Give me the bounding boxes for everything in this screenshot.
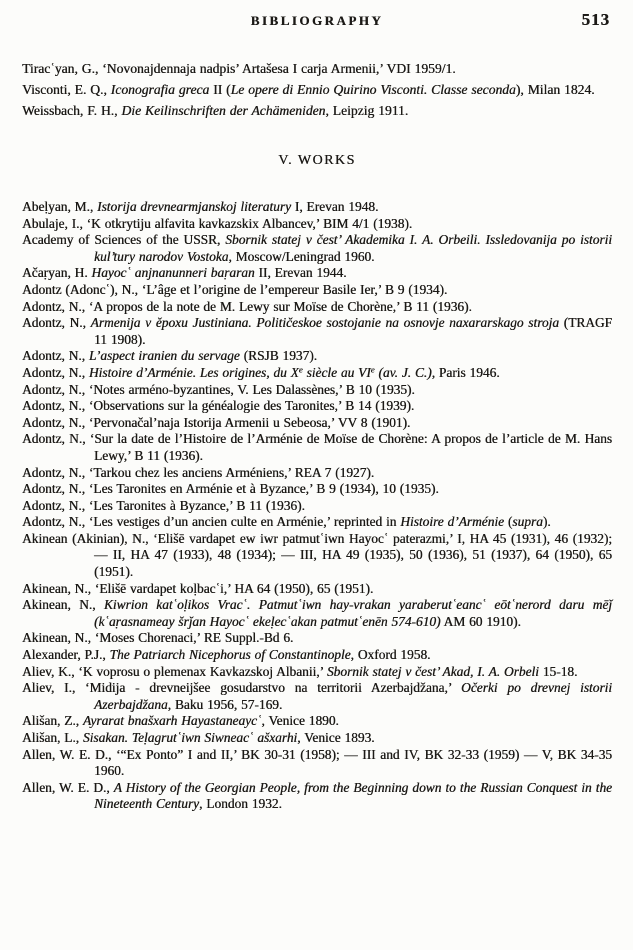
bibliography-entry bbox=[22, 216, 612, 233]
entry-text-segment: Alexander, P.J., bbox=[22, 647, 110, 663]
entry-text-segment: Academy of Sciences of the USSR, bbox=[22, 232, 226, 248]
entry-text-segment: Adontz, N., bbox=[22, 364, 89, 380]
entry-text-segment: Aliev, K., ‘K voprosu o plemenax Kavkazskoj Albanii,’ bbox=[22, 663, 327, 679]
entry-title-segment: e bbox=[298, 364, 303, 375]
entry-text-segment: II ( bbox=[209, 82, 231, 97]
entry-text-segment: II, Erevan 1944. bbox=[254, 265, 347, 281]
entry-text-segment: Adontz, N., ‘Les Taronites en Arménie et à Byzance,’ B 9 (1934), 10 (1935). bbox=[22, 481, 439, 497]
entry-text-segment: , Paris 1946. bbox=[431, 364, 500, 380]
entry-text-segment: (TRAGF 11 1908). bbox=[94, 315, 612, 347]
entry-text-segment: Adontz, N., ‘Observations sur la généalogie des Taronites,’ B 14 (1939). bbox=[22, 398, 415, 414]
entry-text-segment: Adontz, N., ‘A propos de la note de M. Lewy sur Moïse de Chorène,’ B 11 (1936). bbox=[22, 298, 472, 314]
bibliography-entry bbox=[22, 415, 612, 432]
works-entries bbox=[22, 199, 612, 813]
bibliography-entry bbox=[22, 365, 612, 382]
entry-text-segment: Adontz, N., ‘Les vestiges d’un ancien culte en Arménie,’ reprinted in bbox=[22, 514, 401, 530]
bibliography-entry bbox=[22, 100, 612, 121]
bibliography-entry bbox=[22, 597, 612, 630]
bibliography-entry bbox=[22, 299, 612, 316]
bibliography-entry bbox=[22, 199, 612, 216]
bibliography-entry bbox=[22, 514, 612, 531]
entry-text-segment: ( bbox=[503, 514, 513, 530]
entry-text-segment: Akinean, N., ‘Moses Chorenaci,’ RE Suppl.-Bd 6. bbox=[22, 630, 294, 646]
entry-text-segment: ). bbox=[542, 514, 551, 530]
section-title: V. WORKS bbox=[278, 153, 356, 168]
bibliography-entry bbox=[22, 382, 612, 399]
entry-title-segment: Sbornik statej v čest’ Akad, I. A. Orbeli bbox=[326, 663, 539, 679]
entry-text-segment: , Venice 1890. bbox=[261, 713, 339, 729]
entry-title-segment: Istorija drevnearmjanskoj literatury bbox=[97, 199, 291, 214]
entry-text-segment: , Moscow/Leningrad 1960. bbox=[228, 248, 375, 264]
entry-text-segment: AM 60 1910). bbox=[440, 613, 521, 629]
entry-text-segment: Allen, W. E. D., bbox=[22, 779, 114, 795]
entry-text-segment: Adontz, N., ‘Sur la date de l’Histoire de l’Arménie de Moïse de Chorène: A propos de l’article de M. Hans Lewy,’ B 11 (1936). bbox=[22, 431, 612, 463]
bibliography-entry bbox=[22, 58, 612, 79]
entry-text-segment: Aliev, I., ‘Midija - drevneijšee gosudarstvo na territorii Azerbajdžana,’ bbox=[22, 680, 462, 696]
top-entries bbox=[22, 58, 612, 121]
entry-text-segment: , Baku 1956, 57-169. bbox=[167, 696, 283, 712]
entry-title-segment: Histoire d’Arménie bbox=[400, 514, 504, 530]
entry-text-segment: Adontz, N., bbox=[22, 315, 91, 331]
bibliography-entry bbox=[22, 780, 612, 813]
entry-title-segment: Očerki po drevnej istorii Azerbajdžana bbox=[94, 680, 612, 712]
bibliography-entry bbox=[22, 581, 612, 598]
bibliography-entry bbox=[22, 680, 612, 713]
bibliography-entry bbox=[22, 348, 612, 365]
entry-text-segment: Tiracʿyan, G., ‘Novonajdennaja nadpis’ Artašesa I carja Armenii,’ VDI 1959/1. bbox=[22, 61, 456, 76]
entry-text-segment: Akinean, N., bbox=[22, 597, 104, 613]
entry-text-segment: Abeḷyan, M., bbox=[22, 199, 98, 214]
bibliography-entry bbox=[22, 431, 612, 464]
bibliography-entry bbox=[22, 713, 612, 730]
bibliography-entry bbox=[22, 647, 612, 664]
entry-text-segment: Adontz, N., ‘Pervonačal’naja Istorija Armenii u Sebeosa,’ VV 8 (1901). bbox=[22, 414, 411, 430]
entry-title-segment: Histoire d’Arménie. Les origines, du X bbox=[88, 364, 299, 380]
entry-text-segment: ), Milan 1824. bbox=[515, 82, 595, 97]
bibliography-entry bbox=[22, 531, 612, 581]
page-header bbox=[22, 12, 612, 32]
entry-text-segment: Abulaje, I., ‘K otkrytiju alfavita kavkazskix Albancev,’ BIM 4/1 (1938). bbox=[22, 215, 413, 231]
bibliography-entry bbox=[22, 664, 612, 681]
entry-title-segment: Le opere di Ennio Quirino Visconti. Classe seconda bbox=[230, 82, 516, 97]
entry-text-segment: Ačaṛyan, H. bbox=[22, 265, 92, 281]
entry-title-segment: Hayocʿ anjnanunneri baṛaran bbox=[91, 265, 255, 281]
entry-text-segment: Adontz, N., ‘Notes arméno-byzantines, V. Les Dalassènes,’ B 10 (1935). bbox=[22, 381, 415, 397]
entry-title-segment: Ayrarat bnašxarh Hayastaneaycʿ bbox=[82, 713, 262, 729]
entry-text-segment: , Venice 1893. bbox=[297, 730, 375, 745]
bibliography-entry bbox=[22, 282, 612, 299]
running-head-title: BIBLIOGRAPHY bbox=[250, 13, 384, 28]
bibliography-entry bbox=[22, 398, 612, 415]
entry-text-segment: Akinean (Akinian), N., ‘Elišē vardapet ew iwr patmutʿiwn Hayocʿ paterazmi,’ I, HA 45 (1931), 46 (1932); — II, HA 47 (1933), 48 (1934); — III, HA 49 (1935), 50 (1936), 51 (1937), 64 (1950), 65 (1951). bbox=[22, 530, 612, 580]
entry-title-segment: Sisakan. Teḷagrutʿiwn Siwneacʿ ašxarhi bbox=[82, 730, 298, 745]
entry-text-segment: Ališan, L., bbox=[22, 730, 83, 745]
entry-title-segment: Die Keilinschriften der Achämeniden bbox=[121, 103, 326, 118]
bibliography-entry bbox=[22, 79, 612, 100]
entry-title-segment: siècle au VI bbox=[302, 364, 371, 380]
entry-title-segment: Sbornik statej v čest’ Akademika I. A. Orbeili. Issledovanija po istorii kul’tury narodov Vostoka bbox=[94, 232, 612, 264]
entry-text-segment: , Oxford 1958. bbox=[350, 647, 431, 663]
bibliography-entry bbox=[22, 630, 612, 647]
entry-text-segment: Adontz, N., bbox=[22, 348, 89, 364]
entry-text-segment: (RSJB 1937). bbox=[239, 348, 317, 364]
entry-title-segment: supra bbox=[512, 514, 543, 530]
entry-text-segment: Akinean, N., ‘Elišē vardapet koḷbacʿi,’ HA 64 (1950), 65 (1951). bbox=[22, 580, 374, 596]
entry-text-segment: Adontz, N., ‘Tarkou chez les anciens Arméniens,’ REA 7 (1927). bbox=[22, 464, 375, 480]
entry-text-segment: Visconti, E. Q., bbox=[22, 82, 111, 97]
bibliography-entry bbox=[22, 265, 612, 282]
entry-text-segment: , Leipzig 1911. bbox=[325, 103, 409, 118]
bibliography-entry bbox=[22, 747, 612, 780]
entry-title-segment: Kiwrion katʿoḷikos Vracʿ. Patmutʿiwn hay-vrakan yaraberutʿeancʿ eōtʿnerord daru mēǰ (kʿaṛasnameay šrǰan Hayocʿ ekeḷecʿakan patmutʿenēn 574-610) bbox=[94, 597, 612, 629]
entry-title-segment: (av. J. C.) bbox=[374, 364, 432, 380]
entry-title-segment: The Patriarch Nicephorus of Constantinople bbox=[109, 647, 351, 663]
entry-text-segment: Ališan, Z., bbox=[22, 713, 83, 729]
bibliography-entry bbox=[22, 481, 612, 498]
entry-text-segment: Adontz (Adoncʿ), N., ‘L’âge et l’origine de l’empereur Basile Ier,’ B 9 (1934). bbox=[22, 281, 448, 297]
entry-text-segment: Adontz, N., ‘Les Taronites à Byzance,’ B 11 (1936). bbox=[22, 497, 305, 513]
bibliography-entry bbox=[22, 465, 612, 482]
entry-title-segment: Armenija v ěpoxu Justiniana. Političeskoe sostojanie na osnovje naxararskago stroja bbox=[90, 315, 559, 331]
entry-title-segment: Iconografia greca bbox=[110, 82, 210, 97]
bibliography-entry bbox=[22, 232, 612, 265]
bibliography-entry bbox=[22, 315, 612, 348]
entry-text-segment: Weissbach, F. H., bbox=[22, 103, 122, 118]
entry-text-segment: Allen, W. E. D., ‘“Ex Ponto” I and II,’ BK 30-31 (1958); — III and IV, BK 32-33 (1959) — V, BK 34-35 1960. bbox=[22, 746, 612, 779]
entry-title-segment: e bbox=[370, 364, 375, 375]
page-number: 513 bbox=[581, 10, 610, 29]
entry-title-segment: L’aspect iranien du servage bbox=[88, 348, 240, 364]
bibliography-entry bbox=[22, 498, 612, 515]
entry-text-segment: 15-18. bbox=[538, 663, 578, 679]
bibliography-entry bbox=[22, 730, 612, 747]
entry-title-segment: A History of the Georgian People, from the Beginning down to the Russian Conquest in the Nineteenth Century bbox=[94, 779, 612, 812]
entry-text-segment: I, Erevan 1948. bbox=[290, 199, 379, 214]
entry-text-segment: , London 1932. bbox=[199, 796, 282, 812]
